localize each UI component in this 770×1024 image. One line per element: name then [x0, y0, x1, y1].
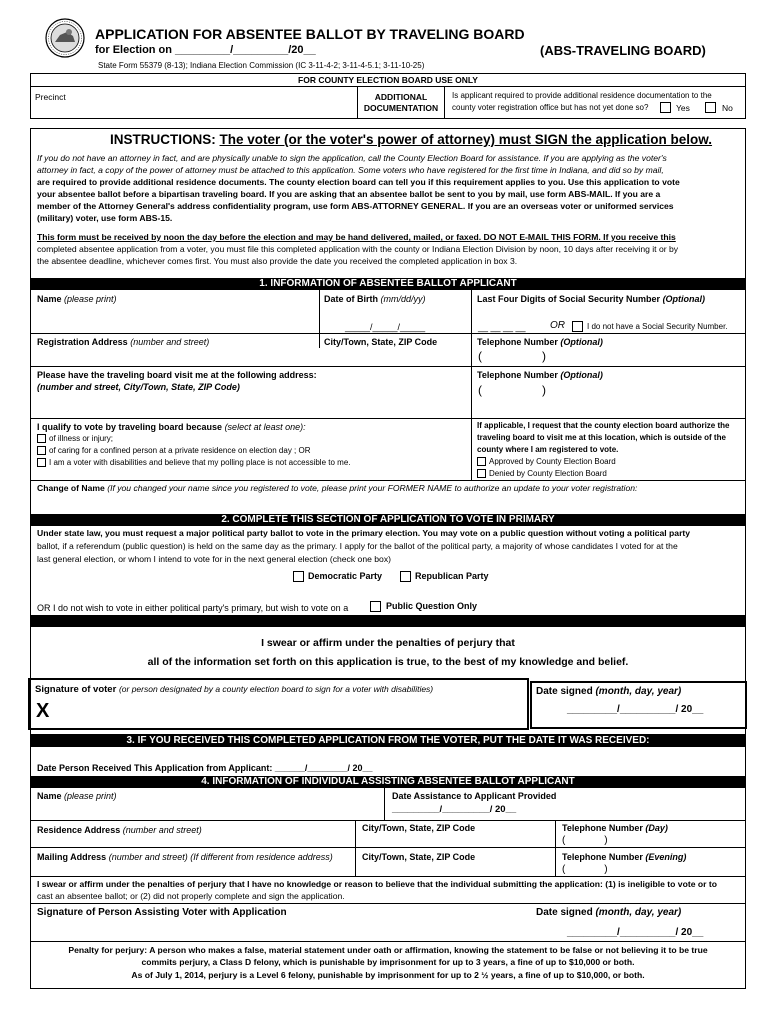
- voter-signature-label: Signature of voter (or person designated by a county election board to sign for a voter with disabilities): [35, 684, 434, 695]
- assistant-oath-2: cast an absentee ballot; or (2) did not properly complete and sign the application.: [37, 891, 345, 901]
- assist-date-field[interactable]: _________/_________/ 20__: [392, 804, 517, 815]
- visit-address-label: Please have the traveling board visit me at the following address:: [37, 370, 317, 380]
- primary-line-2: ballot, if a referendum (public question) is held on the same day as the primary. I apply for the ballot of the political party, a majority of whose candidates I voted for at the: [37, 541, 678, 551]
- ssn-label: Last Four Digits of Social Security Number (Optional): [477, 294, 706, 304]
- reason-illness[interactable]: of illness or injury;: [37, 434, 113, 443]
- oath-divider: [30, 615, 746, 627]
- precinct-label: Precinct: [35, 92, 66, 102]
- section-1-header: 1. INFORMATION OF ABSENTEE BALLOT APPLICANT: [30, 278, 746, 290]
- reg-phone-label: Telephone Number (Optional): [477, 337, 603, 347]
- election-date-line[interactable]: for Election on _________/_________/20__: [95, 44, 316, 56]
- penalty-line-2: commits perjury, a Class D felony, which is punishable by imprisonment for up to 3 years, a fine of up to $10,000 or both.: [141, 957, 635, 967]
- oath-line-2: all of the information set forth on this application is true, to the best of my knowledge and belief.: [147, 656, 629, 668]
- phone-day-label: Telephone Number (Day): [562, 823, 668, 833]
- public-question-line: OR I do not wish to vote in either political party's primary, but wish to vote on a: [37, 603, 349, 613]
- change-of-name-label: Change of Name (If you changed your name since you registered to vote, please print your FORMER NAME to authorize an update to your voter registration:: [37, 483, 638, 493]
- signature-x: X: [36, 700, 50, 722]
- instructions-line-5: member of the Attorney General's address confidentiality program, use form ABS-ATTORNEY GENERAL. If you are an overseas voter or uniformed services: [37, 201, 674, 211]
- authorize-line-1: If applicable, I request that the county election board authorize the: [477, 421, 730, 430]
- registration-address-label: Registration Address (number and street): [37, 337, 210, 347]
- section-4-header: 4. INFORMATION OF INDIVIDUAL ASSISTING ABSENTEE BALLOT APPLICANT: [30, 776, 746, 788]
- doc-yes-label: Yes: [676, 103, 690, 113]
- instructions-line-3: are required to provide additional residence documents. The county election board can tell you if this requirement applies to you. Use this application to vote: [37, 177, 680, 187]
- doc-no-checkbox[interactable]: [705, 102, 716, 113]
- primary-line-3: last general election, or whom I intend to vote for in the next general election (check one box): [37, 554, 391, 564]
- ssn-field[interactable]: __ __ __ __: [478, 322, 526, 332]
- instructions-line-2: attorney in fact, a copy of the power of attorney must be attached to this application. Some voters who have registered for the first time in Indiana, and did so by mail,: [37, 165, 664, 175]
- visit-phone-label: Telephone Number (Optional): [477, 370, 603, 380]
- reason-caring[interactable]: of caring for a confined person at a private residence on election day ; OR: [37, 446, 310, 455]
- authorize-line-2: traveling board to visit me at this location, which is outside of the: [477, 433, 726, 442]
- oath-line-1: I swear or affirm under the penalties of perjury that: [261, 637, 515, 649]
- instructions-line-9: the absentee deadline, whichever comes first. You must also provide the date you received the completed application in box 3.: [37, 256, 518, 266]
- mailing-address-label: Mailing Address (number and street) (If different from residence address): [37, 852, 333, 862]
- section-2-header: 2. COMPLETE THIS SECTION OF APPLICATION TO VOTE IN PRIMARY: [30, 514, 746, 526]
- dob-label: Date of Birth (mm/dd/yy): [324, 294, 426, 304]
- instructions-line-8: completed absentee application from a voter, you must file this completed application with the county or Indiana Election Division by noon, 10 days after receiving it or by: [37, 244, 679, 254]
- phone-day-field[interactable]: ( ): [562, 835, 608, 846]
- assistant-date-label: Date signed (month, day, year): [536, 907, 682, 918]
- reg-phone-field[interactable]: ( ): [478, 349, 547, 363]
- documentation-question-2: county voter registration office but has not yet done so?: [452, 103, 649, 112]
- assist-date-label: Date Assistance to Applicant Provided: [392, 791, 557, 801]
- dob-field[interactable]: _____/_____/_____: [345, 322, 426, 332]
- ssn-or: OR: [550, 320, 565, 331]
- phone-evening-field[interactable]: ( ): [562, 864, 608, 875]
- voter-date-field[interactable]: _________/__________/ 20__: [567, 704, 704, 715]
- section-3-header: 3. IF YOU RECEIVED THIS COMPLETED APPLICATION FROM THE VOTER, PUT THE DATE IT WAS RECEIVED:: [30, 734, 746, 747]
- visit-phone-field[interactable]: ( ): [478, 383, 547, 397]
- state-seal-icon: [45, 18, 85, 58]
- documentation-question: Is applicant required to provide additional residence documentation to the: [452, 91, 712, 100]
- public-question-option[interactable]: Public Question Only: [370, 601, 477, 612]
- doc-no-label: No: [722, 103, 733, 113]
- republican-option[interactable]: Republican Party: [400, 571, 489, 582]
- additional-label: ADDITIONAL: [374, 92, 428, 102]
- primary-line-1: Under state law, you must request a major political party ballot to vote in the primary election. You may vote on a public question without voting a political party: [37, 528, 691, 538]
- denied-option[interactable]: Denied by County Election Board: [477, 469, 607, 478]
- state-form-line: State Form 55379 (8-13); Indiana Election Commission (IC 3-11-4-2; 3-11-4-5.1; 3-11-10-25): [98, 61, 425, 70]
- assistant-signature-label[interactable]: Signature of Person Assisting Voter with Application: [37, 907, 287, 918]
- phone-evening-label: Telephone Number (Evening): [562, 852, 687, 862]
- instructions-line-6: (military) voter, use form ABS-15.: [37, 213, 173, 223]
- residence-address-label: Residence Address (number and street): [37, 825, 202, 835]
- doc-yes-checkbox[interactable]: [660, 102, 671, 113]
- penalty-line-3: As of July 1, 2014, perjury is a Level 6 felony, punishable by imprisonment for up to 2 ½ years, a fine of up to $10,000, or both.: [131, 970, 645, 980]
- reg-city-label: City/Town, State, ZIP Code: [324, 337, 438, 347]
- form-title: APPLICATION FOR ABSENTEE BALLOT BY TRAVELING BOARD: [95, 26, 525, 42]
- visit-address-hint: (number and street, City/Town, State, ZIP Code): [37, 382, 240, 392]
- reason-disability[interactable]: I am a voter with disabilities and believe that my polling place is not accessible to me.: [37, 458, 350, 467]
- instructions-line-4: your absentee ballot before a bipartisan traveling board. If you are asking that an absentee ballot be sent to you by mail, use form ABS-MAIL. If you are a: [37, 189, 661, 199]
- assistant-name-label: Name (please print): [37, 791, 117, 801]
- assistant-oath-1: I swear or affirm under the penalties of perjury that I have no knowledge or reason to believe that the individual submitting the application: (1) is ineligible to vote or to: [37, 879, 717, 889]
- democratic-option[interactable]: Democratic Party: [293, 571, 382, 582]
- penalty-line-1: Penalty for perjury: A person who makes a false, material statement under oath or affirmation, knowing the statement to be false or not believing it to be true: [68, 945, 708, 955]
- instructions-heading: INSTRUCTIONS: The voter (or the voter's power of attorney) must SIGN the application below.: [110, 132, 713, 147]
- mailing-city-label: City/Town, State, ZIP Code: [362, 852, 476, 862]
- county-use-title: FOR COUNTY ELECTION BOARD USE ONLY: [298, 75, 478, 85]
- form-code: (ABS-TRAVELING BOARD): [540, 43, 706, 58]
- documentation-label: DOCUMENTATION: [363, 103, 439, 113]
- qualify-label: I qualify to vote by traveling board because (select at least one):: [37, 422, 306, 432]
- no-ssn-checkbox[interactable]: [572, 321, 583, 332]
- residence-city-label: City/Town, State, ZIP Code: [362, 823, 476, 833]
- no-ssn-label: I do not have a Social Security Number.: [587, 322, 728, 331]
- instructions-line-1: If you do not have an attorney in fact, and are physically unable to sign the application, call the County Election Board for assistance. If you are applying as the voter's: [37, 153, 667, 163]
- applicant-name-label: Name (please print): [37, 294, 117, 304]
- voter-date-label: Date signed (month, day, year): [536, 686, 682, 697]
- approved-option[interactable]: Approved by County Election Board: [477, 457, 616, 466]
- received-date-field[interactable]: Date Person Received This Application from Applicant: ______/________/ 20__: [37, 763, 373, 773]
- assistant-date-field[interactable]: _________/__________/ 20__: [567, 927, 704, 938]
- instructions-line-7: This form must be received by noon the day before the election and may be hand delivered, mailed, or faxed. DO NOT E-MAIL THIS FORM. If you receive this: [37, 232, 676, 242]
- authorize-line-3: county where I am registered to vote.: [477, 445, 619, 454]
